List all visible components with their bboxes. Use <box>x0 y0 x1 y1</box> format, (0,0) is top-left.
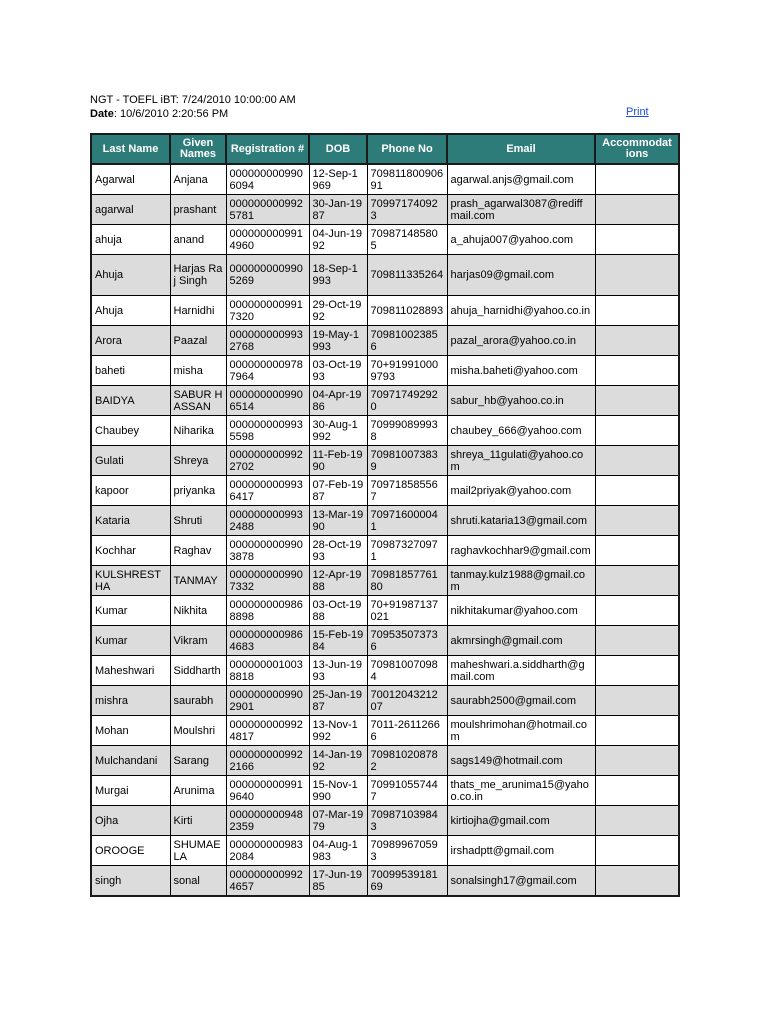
cell-given-names: Paazal <box>170 326 226 356</box>
table-row <box>91 716 679 746</box>
cell-phone: 709873270971 <box>367 536 447 566</box>
cell-registration: 0000000009906094 <box>226 164 309 195</box>
cell-last-name: baheti <box>91 356 170 386</box>
cell-dob: 12-Sep-1969 <box>309 164 367 195</box>
cell-last-name: Mohan <box>91 716 170 746</box>
cell-given-names: Harjas Raj Singh <box>170 255 226 296</box>
cell-accommodations <box>595 164 679 195</box>
cell-dob: 04-Aug-1983 <box>309 836 367 866</box>
cell-dob: 04-Apr-1986 <box>309 386 367 416</box>
cell-accommodations <box>595 776 679 806</box>
cell-registration: 0000000009936417 <box>226 476 309 506</box>
cell-phone: 709810073839 <box>367 446 447 476</box>
cell-accommodations <box>595 326 679 356</box>
cell-email: shruti.kataria13@gmail.com <box>447 506 595 536</box>
cell-last-name: kapoor <box>91 476 170 506</box>
cell-dob: 29-Oct-1992 <box>309 296 367 326</box>
cell-phone: 709718585567 <box>367 476 447 506</box>
cell-given-names: priyanka <box>170 476 226 506</box>
cell-dob: 11-Feb-1990 <box>309 446 367 476</box>
cell-given-names: Arunima <box>170 776 226 806</box>
cell-registration: 0000000009864683 <box>226 626 309 656</box>
cell-last-name: Gulati <box>91 446 170 476</box>
cell-phone: 709871485805 <box>367 225 447 255</box>
cell-email: nikhitakumar@yahoo.com <box>447 596 595 626</box>
cell-dob: 03-Oct-1993 <box>309 356 367 386</box>
column-header-email: Email <box>447 134 595 164</box>
table-row <box>91 296 679 326</box>
cell-phone: 7011-26112666 <box>367 716 447 746</box>
table-row <box>91 195 679 225</box>
cell-email: chaubey_666@yahoo.com <box>447 416 595 446</box>
cell-last-name: KULSHRESTHA <box>91 566 170 596</box>
cell-last-name: Kumar <box>91 596 170 626</box>
cell-given-names: Nikhita <box>170 596 226 626</box>
cell-last-name: Kumar <box>91 626 170 656</box>
cell-dob: 07-Feb-1987 <box>309 476 367 506</box>
cell-given-names: anand <box>170 225 226 255</box>
cell-accommodations <box>595 866 679 897</box>
cell-phone: 709811028893 <box>367 296 447 326</box>
cell-accommodations <box>595 255 679 296</box>
table-row <box>91 356 679 386</box>
cell-given-names: Kirti <box>170 806 226 836</box>
cell-accommodations <box>595 416 679 446</box>
cell-phone: 7001204321207 <box>367 686 447 716</box>
cell-email: a_ahuja007@yahoo.com <box>447 225 595 255</box>
cell-last-name: Kataria <box>91 506 170 536</box>
cell-phone: 709716000041 <box>367 506 447 536</box>
cell-accommodations <box>595 626 679 656</box>
table-row <box>91 566 679 596</box>
cell-email: tanmay.kulz1988@gmail.com <box>447 566 595 596</box>
cell-accommodations <box>595 536 679 566</box>
cell-last-name: Maheshwari <box>91 656 170 686</box>
cell-email: moulshrimohan@hotmail.com <box>447 716 595 746</box>
cell-registration: 0000000009903878 <box>226 536 309 566</box>
cell-registration: 0000000009914960 <box>226 225 309 255</box>
cell-dob: 17-Jun-1985 <box>309 866 367 897</box>
cell-given-names: misha <box>170 356 226 386</box>
cell-given-names: SHUMAELA <box>170 836 226 866</box>
cell-last-name: BAIDYA <box>91 386 170 416</box>
cell-phone: 709810208782 <box>367 746 447 776</box>
cell-registration: 0000000009925781 <box>226 195 309 225</box>
cell-given-names: Siddharth <box>170 656 226 686</box>
cell-given-names: Shruti <box>170 506 226 536</box>
column-header-dob: DOB <box>309 134 367 164</box>
cell-phone: 70+919910009793 <box>367 356 447 386</box>
cell-email: sonalsingh17@gmail.com <box>447 866 595 897</box>
cell-accommodations <box>595 195 679 225</box>
report-header <box>90 93 296 121</box>
cell-dob: 28-Oct-1993 <box>309 536 367 566</box>
cell-accommodations <box>595 476 679 506</box>
cell-phone: 709910557447 <box>367 776 447 806</box>
cell-registration: 0000000009922166 <box>226 746 309 776</box>
cell-given-names: Vikram <box>170 626 226 656</box>
date-value: : 10/6/2010 2:20:56 PM <box>113 108 229 120</box>
table-row <box>91 255 679 296</box>
cell-accommodations <box>595 806 679 836</box>
cell-last-name: ahuja <box>91 225 170 255</box>
table-row <box>91 476 679 506</box>
cell-dob: 12-Apr-1988 <box>309 566 367 596</box>
cell-dob: 25-Jan-1987 <box>309 686 367 716</box>
cell-registration: 0000000009919640 <box>226 776 309 806</box>
table-row <box>91 626 679 656</box>
cell-last-name: Mulchandani <box>91 746 170 776</box>
cell-given-names: Shreya <box>170 446 226 476</box>
table-header-row <box>91 134 679 164</box>
table-row <box>91 164 679 195</box>
cell-given-names: Harnidhi <box>170 296 226 326</box>
cell-accommodations <box>595 836 679 866</box>
table-row <box>91 446 679 476</box>
cell-dob: 15-Nov-1990 <box>309 776 367 806</box>
table-row <box>91 386 679 416</box>
table-row <box>91 656 679 686</box>
cell-registration: 0000000009902901 <box>226 686 309 716</box>
cell-dob: 30-Jan-1987 <box>309 195 367 225</box>
cell-phone: 70+91987137021 <box>367 596 447 626</box>
cell-phone: 709871039843 <box>367 806 447 836</box>
cell-registration: 0000000010038818 <box>226 656 309 686</box>
cell-email: shreya_11gulati@yahoo.com <box>447 446 595 476</box>
cell-dob: 13-Nov-1992 <box>309 716 367 746</box>
column-header-last-name: Last Name <box>91 134 170 164</box>
cell-last-name: Chaubey <box>91 416 170 446</box>
cell-registration: 0000000009917320 <box>226 296 309 326</box>
cell-registration: 0000000009906514 <box>226 386 309 416</box>
table-row <box>91 506 679 536</box>
cell-last-name: Ahuja <box>91 255 170 296</box>
cell-accommodations <box>595 656 679 686</box>
cell-last-name: agarwal <box>91 195 170 225</box>
cell-dob: 04-Jun-1992 <box>309 225 367 255</box>
cell-phone: 709811335264 <box>367 255 447 296</box>
table-row <box>91 836 679 866</box>
cell-phone: 709810070984 <box>367 656 447 686</box>
cell-dob: 07-Mar-1979 <box>309 806 367 836</box>
cell-accommodations <box>595 506 679 536</box>
table-row <box>91 686 679 716</box>
cell-phone: 709810023856 <box>367 326 447 356</box>
cell-accommodations <box>595 356 679 386</box>
cell-registration: 0000000009924657 <box>226 866 309 897</box>
cell-last-name: Murgai <box>91 776 170 806</box>
column-header-given-names: Given Names <box>170 134 226 164</box>
cell-registration: 0000000009922702 <box>226 446 309 476</box>
cell-last-name: Kochhar <box>91 536 170 566</box>
cell-email: agarwal.anjs@gmail.com <box>447 164 595 195</box>
cell-accommodations <box>595 446 679 476</box>
table-body <box>91 164 679 896</box>
cell-dob: 30-Aug-1992 <box>309 416 367 446</box>
cell-dob: 19-May-1993 <box>309 326 367 356</box>
cell-accommodations <box>595 566 679 596</box>
cell-registration: 0000000009482359 <box>226 806 309 836</box>
candidates-table <box>90 133 680 897</box>
table-row <box>91 225 679 255</box>
cell-registration: 0000000009935598 <box>226 416 309 446</box>
cell-accommodations <box>595 596 679 626</box>
cell-given-names: SABUR HASSAN <box>170 386 226 416</box>
table-row <box>91 536 679 566</box>
cell-given-names: Moulshri <box>170 716 226 746</box>
table-row <box>91 776 679 806</box>
cell-accommodations <box>595 225 679 255</box>
column-header-accommodations: Accommodat ions <box>595 134 679 164</box>
print-link[interactable]: Print <box>626 106 649 118</box>
table-row <box>91 416 679 446</box>
cell-email: mail2priyak@yahoo.com <box>447 476 595 506</box>
cell-phone: 709535073736 <box>367 626 447 656</box>
cell-registration: 0000000009905269 <box>226 255 309 296</box>
cell-accommodations <box>595 716 679 746</box>
cell-email: ahuja_harnidhi@yahoo.co.in <box>447 296 595 326</box>
exam-title: NGT - TOEFL iBT: 7/24/2010 10:00:00 AM <box>90 94 296 106</box>
cell-phone: 70981180090691 <box>367 164 447 195</box>
cell-last-name: Ojha <box>91 806 170 836</box>
cell-last-name: Arora <box>91 326 170 356</box>
cell-last-name: singh <box>91 866 170 897</box>
cell-dob: 14-Jan-1992 <box>309 746 367 776</box>
cell-last-name: OROOGE <box>91 836 170 866</box>
cell-last-name: mishra <box>91 686 170 716</box>
cell-email: misha.baheti@yahoo.com <box>447 356 595 386</box>
cell-email: prash_agarwal3087@rediffmail.com <box>447 195 595 225</box>
cell-dob: 15-Feb-1984 <box>309 626 367 656</box>
column-header-phone: Phone No <box>367 134 447 164</box>
cell-accommodations <box>595 296 679 326</box>
cell-accommodations <box>595 746 679 776</box>
cell-email: harjas09@gmail.com <box>447 255 595 296</box>
cell-registration: 0000000009924817 <box>226 716 309 746</box>
table-row <box>91 806 679 836</box>
column-header-registration: Registration # <box>226 134 309 164</box>
cell-dob: 13-Mar-1990 <box>309 506 367 536</box>
cell-last-name: Agarwal <box>91 164 170 195</box>
cell-last-name: Ahuja <box>91 296 170 326</box>
table-row <box>91 596 679 626</box>
cell-registration: 0000000009832084 <box>226 836 309 866</box>
cell-dob: 13-Jun-1993 <box>309 656 367 686</box>
cell-email: thats_me_arunima15@yahoo.co.in <box>447 776 595 806</box>
cell-email: raghavkochhar9@gmail.com <box>447 536 595 566</box>
cell-email: maheshwari.a.siddharth@gmail.com <box>447 656 595 686</box>
table-row <box>91 746 679 776</box>
cell-given-names: TANMAY <box>170 566 226 596</box>
cell-phone: 7098185776180 <box>367 566 447 596</box>
cell-accommodations <box>595 686 679 716</box>
date-label: Date <box>90 108 114 120</box>
cell-registration: 0000000009868898 <box>226 596 309 626</box>
cell-given-names: Raghav <box>170 536 226 566</box>
cell-phone: 7009953918169 <box>367 866 447 897</box>
cell-given-names: saurabh <box>170 686 226 716</box>
cell-registration: 0000000009787964 <box>226 356 309 386</box>
cell-email: sags149@hotmail.com <box>447 746 595 776</box>
table-row <box>91 866 679 897</box>
cell-registration: 0000000009932768 <box>226 326 309 356</box>
cell-given-names: Niharika <box>170 416 226 446</box>
cell-phone: 709990899938 <box>367 416 447 446</box>
cell-phone: 709717492920 <box>367 386 447 416</box>
cell-registration: 0000000009907332 <box>226 566 309 596</box>
cell-email: pazal_arora@yahoo.co.in <box>447 326 595 356</box>
cell-email: akmrsingh@gmail.com <box>447 626 595 656</box>
cell-given-names: Sarang <box>170 746 226 776</box>
cell-email: irshadptt@gmail.com <box>447 836 595 866</box>
cell-email: sabur_hb@yahoo.co.in <box>447 386 595 416</box>
report-date <box>90 107 296 121</box>
cell-email: kirtiojha@gmail.com <box>447 806 595 836</box>
cell-phone: 709971740923 <box>367 195 447 225</box>
cell-given-names: prashant <box>170 195 226 225</box>
cell-phone: 709899670593 <box>367 836 447 866</box>
cell-registration: 0000000009932488 <box>226 506 309 536</box>
cell-accommodations <box>595 386 679 416</box>
cell-given-names: Anjana <box>170 164 226 195</box>
cell-given-names: sonal <box>170 866 226 897</box>
cell-email: saurabh2500@gmail.com <box>447 686 595 716</box>
cell-dob: 03-Oct-1988 <box>309 596 367 626</box>
cell-dob: 18-Sep-1993 <box>309 255 367 296</box>
table-row <box>91 326 679 356</box>
